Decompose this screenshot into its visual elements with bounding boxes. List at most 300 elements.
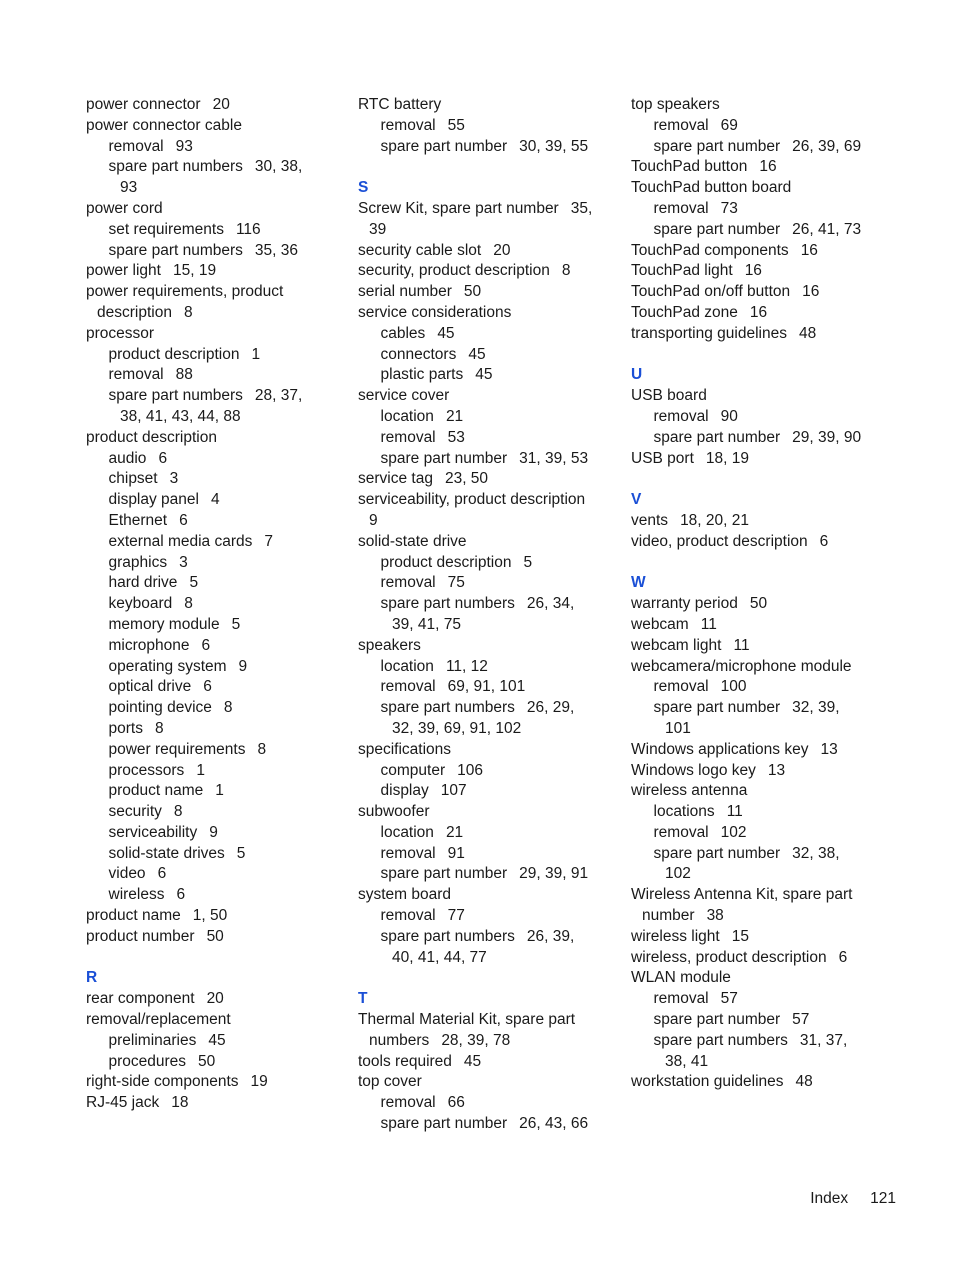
index-page-refs: 116 [235, 220, 261, 238]
index-page-refs: 106 [457, 761, 483, 779]
index-term: TouchPad button board [631, 179, 792, 197]
index-page-refs: 91 [447, 844, 465, 862]
index-term: wireless light [631, 927, 720, 945]
index-subentry [86, 220, 351, 241]
index-term: ports [108, 719, 143, 737]
index-page-refs: 102 [720, 823, 747, 841]
index-term: vents [631, 511, 669, 529]
index-entry [631, 511, 896, 532]
index-subentry [86, 802, 351, 823]
index-term: spare part numbers [380, 927, 515, 945]
index-term: power connector [86, 96, 201, 113]
index-term: spare part number [653, 428, 781, 446]
index-term: plastic parts [380, 366, 464, 384]
index-page-refs: 21 [445, 407, 464, 425]
index-entry [631, 968, 896, 989]
index-page-refs: 13 [820, 740, 838, 758]
index-entry [631, 948, 896, 969]
index-term: USB port [631, 449, 694, 467]
index-entry [86, 1010, 351, 1031]
index-entry [358, 885, 623, 906]
index-page-refs: 6 [176, 886, 186, 904]
index-term: removal [653, 407, 709, 425]
index-subentry [358, 1114, 623, 1135]
index-term: warranty period [631, 595, 738, 613]
index-subentry [631, 823, 896, 844]
index-term: power requirements [108, 740, 246, 758]
index-term: wireless, product description [631, 948, 827, 966]
index-entry [86, 199, 351, 220]
index-subentry [631, 802, 896, 823]
letter-heading: W [631, 574, 646, 592]
index-subentry [358, 657, 623, 678]
index-subentry [358, 365, 623, 386]
index-page-refs: 16 [744, 262, 762, 280]
index-page-refs: 4 [210, 491, 220, 509]
index-term: audio [108, 449, 147, 467]
index-entry [631, 241, 896, 262]
index-page-refs: 53 [447, 428, 465, 446]
index-subentry [86, 844, 351, 865]
index-term: right-side components [86, 1073, 239, 1091]
index-page-refs: 8 [183, 303, 193, 321]
index-term: video, product description [631, 532, 808, 550]
index-page-refs: 88 [175, 366, 193, 384]
index-subentry [86, 490, 351, 511]
index-subentry [631, 116, 896, 137]
index-term: serial number [358, 283, 452, 301]
index-subentry [358, 906, 623, 927]
index-page-refs: 50 [463, 283, 482, 301]
index-term: description [97, 303, 172, 321]
index-subentry [358, 553, 623, 574]
index-page-refs: 29, 39, 90 [792, 428, 862, 446]
index-page-refs: 9 [238, 657, 248, 675]
index-page-refs: 26, 43, 66 [519, 1115, 589, 1133]
index-page-refs: 11, 12 [445, 657, 488, 675]
index-entry [358, 532, 623, 553]
index-term: 38, 41 [665, 1052, 709, 1070]
index-page-refs: 5 [523, 553, 533, 571]
index-subentry [358, 116, 623, 137]
index-page-refs: 6 [203, 678, 212, 696]
index-term: display panel [108, 491, 199, 509]
index-subentry [86, 719, 351, 740]
index-term: removal [653, 678, 709, 696]
index-term: procedures [108, 1052, 187, 1070]
index-page-refs: 11 [726, 803, 743, 821]
index-term: TouchPad light [631, 262, 733, 280]
index-page-refs: 6 [838, 948, 848, 966]
index-subentry [358, 428, 623, 449]
index-continuation [86, 407, 351, 428]
index-page-refs: 38 [706, 907, 724, 925]
index-entry [358, 1010, 623, 1031]
index-subentry [358, 698, 623, 719]
index-entry [358, 802, 623, 823]
index-entry [631, 740, 896, 761]
index-term: removal [380, 574, 436, 592]
index-page-refs: 8 [154, 719, 164, 737]
index-subentry [86, 365, 351, 386]
index-page-refs: 20 [206, 990, 224, 1008]
index-page-refs: 30, 39, 55 [519, 137, 589, 155]
index-term: spare part numbers [108, 158, 243, 176]
index-term: rear component [86, 990, 195, 1008]
index-term: workstation guidelines [631, 1073, 784, 1091]
index-term: service tag [358, 470, 433, 488]
index-subentry [631, 989, 896, 1010]
index-term: product description [380, 553, 512, 571]
index-entry [86, 324, 351, 345]
index-subentry [86, 532, 351, 553]
index-term: product name [108, 782, 204, 800]
index-term: speakers [358, 636, 421, 654]
footer-label: Index [810, 1190, 849, 1207]
letter-heading: V [631, 491, 642, 509]
index-subentry [86, 1052, 351, 1073]
index-term: power connector cable [86, 116, 242, 134]
index-page-refs: 20 [493, 241, 511, 259]
index-page-refs: 26, 29, [526, 699, 575, 717]
index-page-refs: 50 [206, 927, 224, 945]
index-term: hard drive [108, 574, 178, 592]
index-subentry [358, 864, 623, 885]
index-page-refs: 1 [196, 761, 205, 779]
index-subentry [631, 677, 896, 698]
index-continuation [358, 1031, 623, 1052]
index-page-refs: 6 [819, 532, 829, 550]
index-entry [631, 657, 896, 678]
index-entry [631, 95, 896, 116]
index-page-refs: 31, 39, 53 [519, 449, 589, 467]
index-page-refs: 15 [731, 927, 749, 945]
index-term: Screw Kit, spare part number [358, 199, 559, 217]
index-term: location [380, 407, 434, 425]
index-page-refs: 21 [445, 823, 464, 841]
index-page-refs: 15, 19 [172, 262, 217, 280]
index-term: external media cards [108, 532, 253, 550]
index-term: power requirements, product [86, 283, 284, 301]
index-term: wireless [108, 886, 165, 904]
index-entry [631, 261, 896, 282]
index-term: memory module [108, 615, 220, 633]
index-subentry [86, 864, 351, 885]
index-page-refs: 45 [437, 324, 455, 342]
index-page-refs: 8 [173, 803, 183, 821]
index-term: USB board [631, 387, 707, 405]
index-term: Windows applications key [631, 740, 809, 758]
index-subentry [86, 781, 351, 802]
index-entry [86, 906, 351, 927]
index-page-refs: 5 [231, 615, 241, 633]
index-entry [86, 95, 351, 116]
index-page-refs: 69, 91, 101 [447, 678, 526, 696]
index-subentry [86, 511, 351, 532]
index-term: Thermal Material Kit, spare part [358, 1011, 576, 1029]
index-term: TouchPad zone [631, 303, 738, 321]
index-page-refs: 5 [236, 844, 246, 862]
index-page-refs: 8 [184, 595, 193, 613]
index-term: spare part number [653, 137, 781, 155]
index-term: spare part number [380, 1115, 508, 1133]
index-term: optical drive [108, 678, 192, 696]
index-page-refs: 11 [733, 636, 750, 654]
index-page-refs: 73 [720, 199, 738, 217]
index-term: 39 [369, 220, 387, 238]
index-entry [358, 1052, 623, 1073]
index-page-refs: 29, 39, 91 [519, 865, 589, 883]
index-term: removal [653, 199, 709, 217]
index-page-refs: 45 [475, 366, 493, 384]
index-term: power cord [86, 199, 163, 217]
index-continuation [631, 1052, 896, 1073]
index-page-refs: 93 [175, 137, 193, 155]
index-page-refs: 32, 38, [792, 844, 840, 862]
index-term: power light [86, 262, 161, 280]
index-term: removal [380, 116, 436, 134]
index-page-refs: 100 [720, 678, 747, 696]
index-page-refs: 107 [440, 782, 467, 800]
index-entry [631, 303, 896, 324]
index-term: 93 [120, 179, 138, 197]
index-page-refs: 45 [208, 1031, 226, 1049]
index-page-refs: 35, 36 [254, 241, 299, 259]
index-subentry [358, 573, 623, 594]
index-term: product name [86, 907, 181, 925]
index-term: removal [380, 1094, 436, 1112]
index-term: spare part numbers [108, 241, 243, 259]
index-entry [358, 303, 623, 324]
index-term: product number [86, 927, 195, 945]
index-subentry [631, 1031, 896, 1052]
index-column-1 [86, 95, 351, 1114]
index-page-refs: 20 [212, 96, 230, 113]
index-term: 32, 39, 69, 91, 102 [392, 719, 522, 737]
index-page-refs: 26, 39, 69 [792, 137, 862, 155]
index-page-refs: 48 [795, 1073, 813, 1091]
index-entry [631, 282, 896, 303]
index-term: RTC battery [358, 96, 442, 113]
index-term: location [380, 823, 434, 841]
index-entry [631, 636, 896, 657]
index-page-refs: 45 [468, 345, 486, 363]
index-page-refs: 32, 39, [792, 699, 840, 717]
index-page-refs: 3 [169, 470, 179, 488]
index-term: removal [653, 823, 709, 841]
index-subentry [358, 823, 623, 844]
index-page-refs: 7 [264, 532, 273, 550]
index-term: product description [86, 428, 217, 446]
index-term: set requirements [108, 220, 224, 238]
index-subentry [86, 386, 351, 407]
index-page-refs: 19 [250, 1073, 268, 1091]
index-term: transporting guidelines [631, 324, 787, 342]
index-term: spare part number [380, 865, 508, 883]
index-term: preliminaries [108, 1031, 197, 1049]
index-term: solid-state drive [358, 532, 467, 550]
index-term: 9 [369, 511, 378, 529]
index-subentry [86, 657, 351, 678]
index-term: product description [108, 345, 240, 363]
index-term: spare part number [653, 699, 781, 717]
index-subentry [631, 220, 896, 241]
index-term: 40, 41, 44, 77 [392, 948, 487, 966]
index-term: wireless antenna [631, 782, 748, 800]
index-page-refs: 9 [209, 823, 218, 841]
index-page-refs: 16 [759, 158, 777, 176]
index-continuation [86, 303, 351, 324]
index-entry [631, 449, 896, 470]
index-page-refs: 28, 37, [254, 387, 303, 405]
index-entry [631, 761, 896, 782]
index-entry [631, 1072, 896, 1093]
index-term: security [108, 803, 162, 821]
index-subentry [86, 761, 351, 782]
index-page-refs: 16 [802, 283, 820, 301]
index-subentry [358, 449, 623, 470]
index-page-refs: 23, 50 [444, 470, 489, 488]
index-subentry [631, 199, 896, 220]
index-subentry [86, 677, 351, 698]
index-entry [86, 927, 351, 948]
index-term: 38, 41, 43, 44, 88 [120, 407, 241, 425]
index-entry [358, 282, 623, 303]
index-continuation [358, 948, 623, 969]
index-entry [631, 386, 896, 407]
index-term: removal [380, 844, 436, 862]
index-term: removal [108, 366, 164, 384]
index-page-refs: 5 [189, 574, 199, 592]
index-continuation [631, 719, 896, 740]
index-term: spare part numbers [380, 595, 515, 613]
index-page-refs: 6 [157, 865, 167, 883]
index-subentry [86, 636, 351, 657]
index-entry [358, 386, 623, 407]
index-term: TouchPad components [631, 241, 789, 259]
page-number: 121 [870, 1190, 896, 1207]
index-term: subwoofer [358, 803, 430, 821]
index-term: processor [86, 324, 155, 342]
index-page-refs: 50 [749, 595, 768, 613]
index-page-refs: 48 [798, 324, 817, 342]
index-term: 39, 41, 75 [392, 615, 461, 633]
index-term: removal/replacement [86, 1011, 231, 1029]
index-subentry [86, 1031, 351, 1052]
index-entry [86, 428, 351, 449]
index-entry [631, 178, 896, 199]
index-entry [358, 636, 623, 657]
index-term: location [380, 657, 434, 675]
index-term: connectors [380, 345, 457, 363]
index-term: spare part number [380, 137, 508, 155]
index-page-refs: 8 [257, 740, 267, 758]
index-term: webcam light [631, 636, 722, 654]
index-subentry [86, 553, 351, 574]
letter-heading: S [358, 179, 369, 197]
index-term: spare part numbers [653, 1031, 788, 1049]
index-term: removal [653, 116, 709, 134]
index-subentry [358, 345, 623, 366]
index-entry [358, 1072, 623, 1093]
index-page-refs: 1 [215, 782, 224, 800]
index-entry [358, 740, 623, 761]
index-page-refs: 66 [447, 1094, 465, 1112]
index-term: spare part number [653, 844, 781, 862]
index-subentry [358, 761, 623, 782]
index-term: security, product description [358, 262, 550, 280]
index-page-refs: 26, 34, [526, 595, 575, 613]
index-term: number [642, 907, 695, 925]
index-term: WLAN module [631, 969, 731, 987]
index-entry [86, 1093, 351, 1114]
index-term: Windows logo key [631, 761, 756, 779]
index-page-refs: 26, 39, [526, 927, 575, 945]
index-continuation [631, 864, 896, 885]
index-page-refs: 45 [463, 1052, 482, 1070]
index-term: chipset [108, 470, 158, 488]
index-term: 102 [665, 865, 691, 883]
index-subentry [631, 407, 896, 428]
index-term: specifications [358, 740, 452, 758]
index-entry [631, 615, 896, 636]
index-entry [631, 324, 896, 345]
index-subentry [358, 594, 623, 615]
index-subentry [358, 137, 623, 158]
index-term: display [380, 782, 429, 800]
index-term: Ethernet [108, 511, 168, 529]
index-subentry [86, 698, 351, 719]
index-page-refs: 16 [800, 241, 818, 259]
index-subentry [631, 1010, 896, 1031]
index-entry [631, 532, 896, 553]
index-subentry [86, 345, 351, 366]
index-subentry [86, 615, 351, 636]
index-term: TouchPad button [631, 158, 748, 176]
index-page-refs: 13 [767, 761, 786, 779]
index-page-refs: 35, [570, 199, 593, 217]
page-footer [810, 1188, 896, 1210]
index-term: removal [380, 907, 436, 925]
index-term: operating system [108, 657, 227, 675]
index-term: spare part numbers [108, 387, 243, 405]
index-term: processors [108, 761, 185, 779]
index-term: video [108, 865, 146, 883]
index-term: security cable slot [358, 241, 482, 259]
index-term: spare part number [380, 449, 508, 467]
index-entry [358, 241, 623, 262]
index-page-refs: 6 [201, 636, 211, 654]
index-page-refs: 75 [447, 574, 465, 592]
index-page-refs: 16 [749, 303, 768, 321]
index-term: Wireless Antenna Kit, spare part [631, 886, 853, 904]
index-term: service cover [358, 387, 450, 405]
index-term: webcamera/microphone module [631, 657, 852, 675]
index-entry [631, 781, 896, 802]
index-entry [86, 989, 351, 1010]
index-subentry [86, 573, 351, 594]
index-page-refs: 30, 38, [254, 158, 303, 176]
index-subentry [86, 469, 351, 490]
index-subentry [86, 241, 351, 262]
index-entry [631, 157, 896, 178]
index-subentry [358, 844, 623, 865]
index-subentry [358, 781, 623, 802]
index-term: graphics [108, 553, 168, 571]
index-entry [358, 261, 623, 282]
index-entry [358, 469, 623, 490]
index-page-refs: 6 [158, 449, 168, 467]
